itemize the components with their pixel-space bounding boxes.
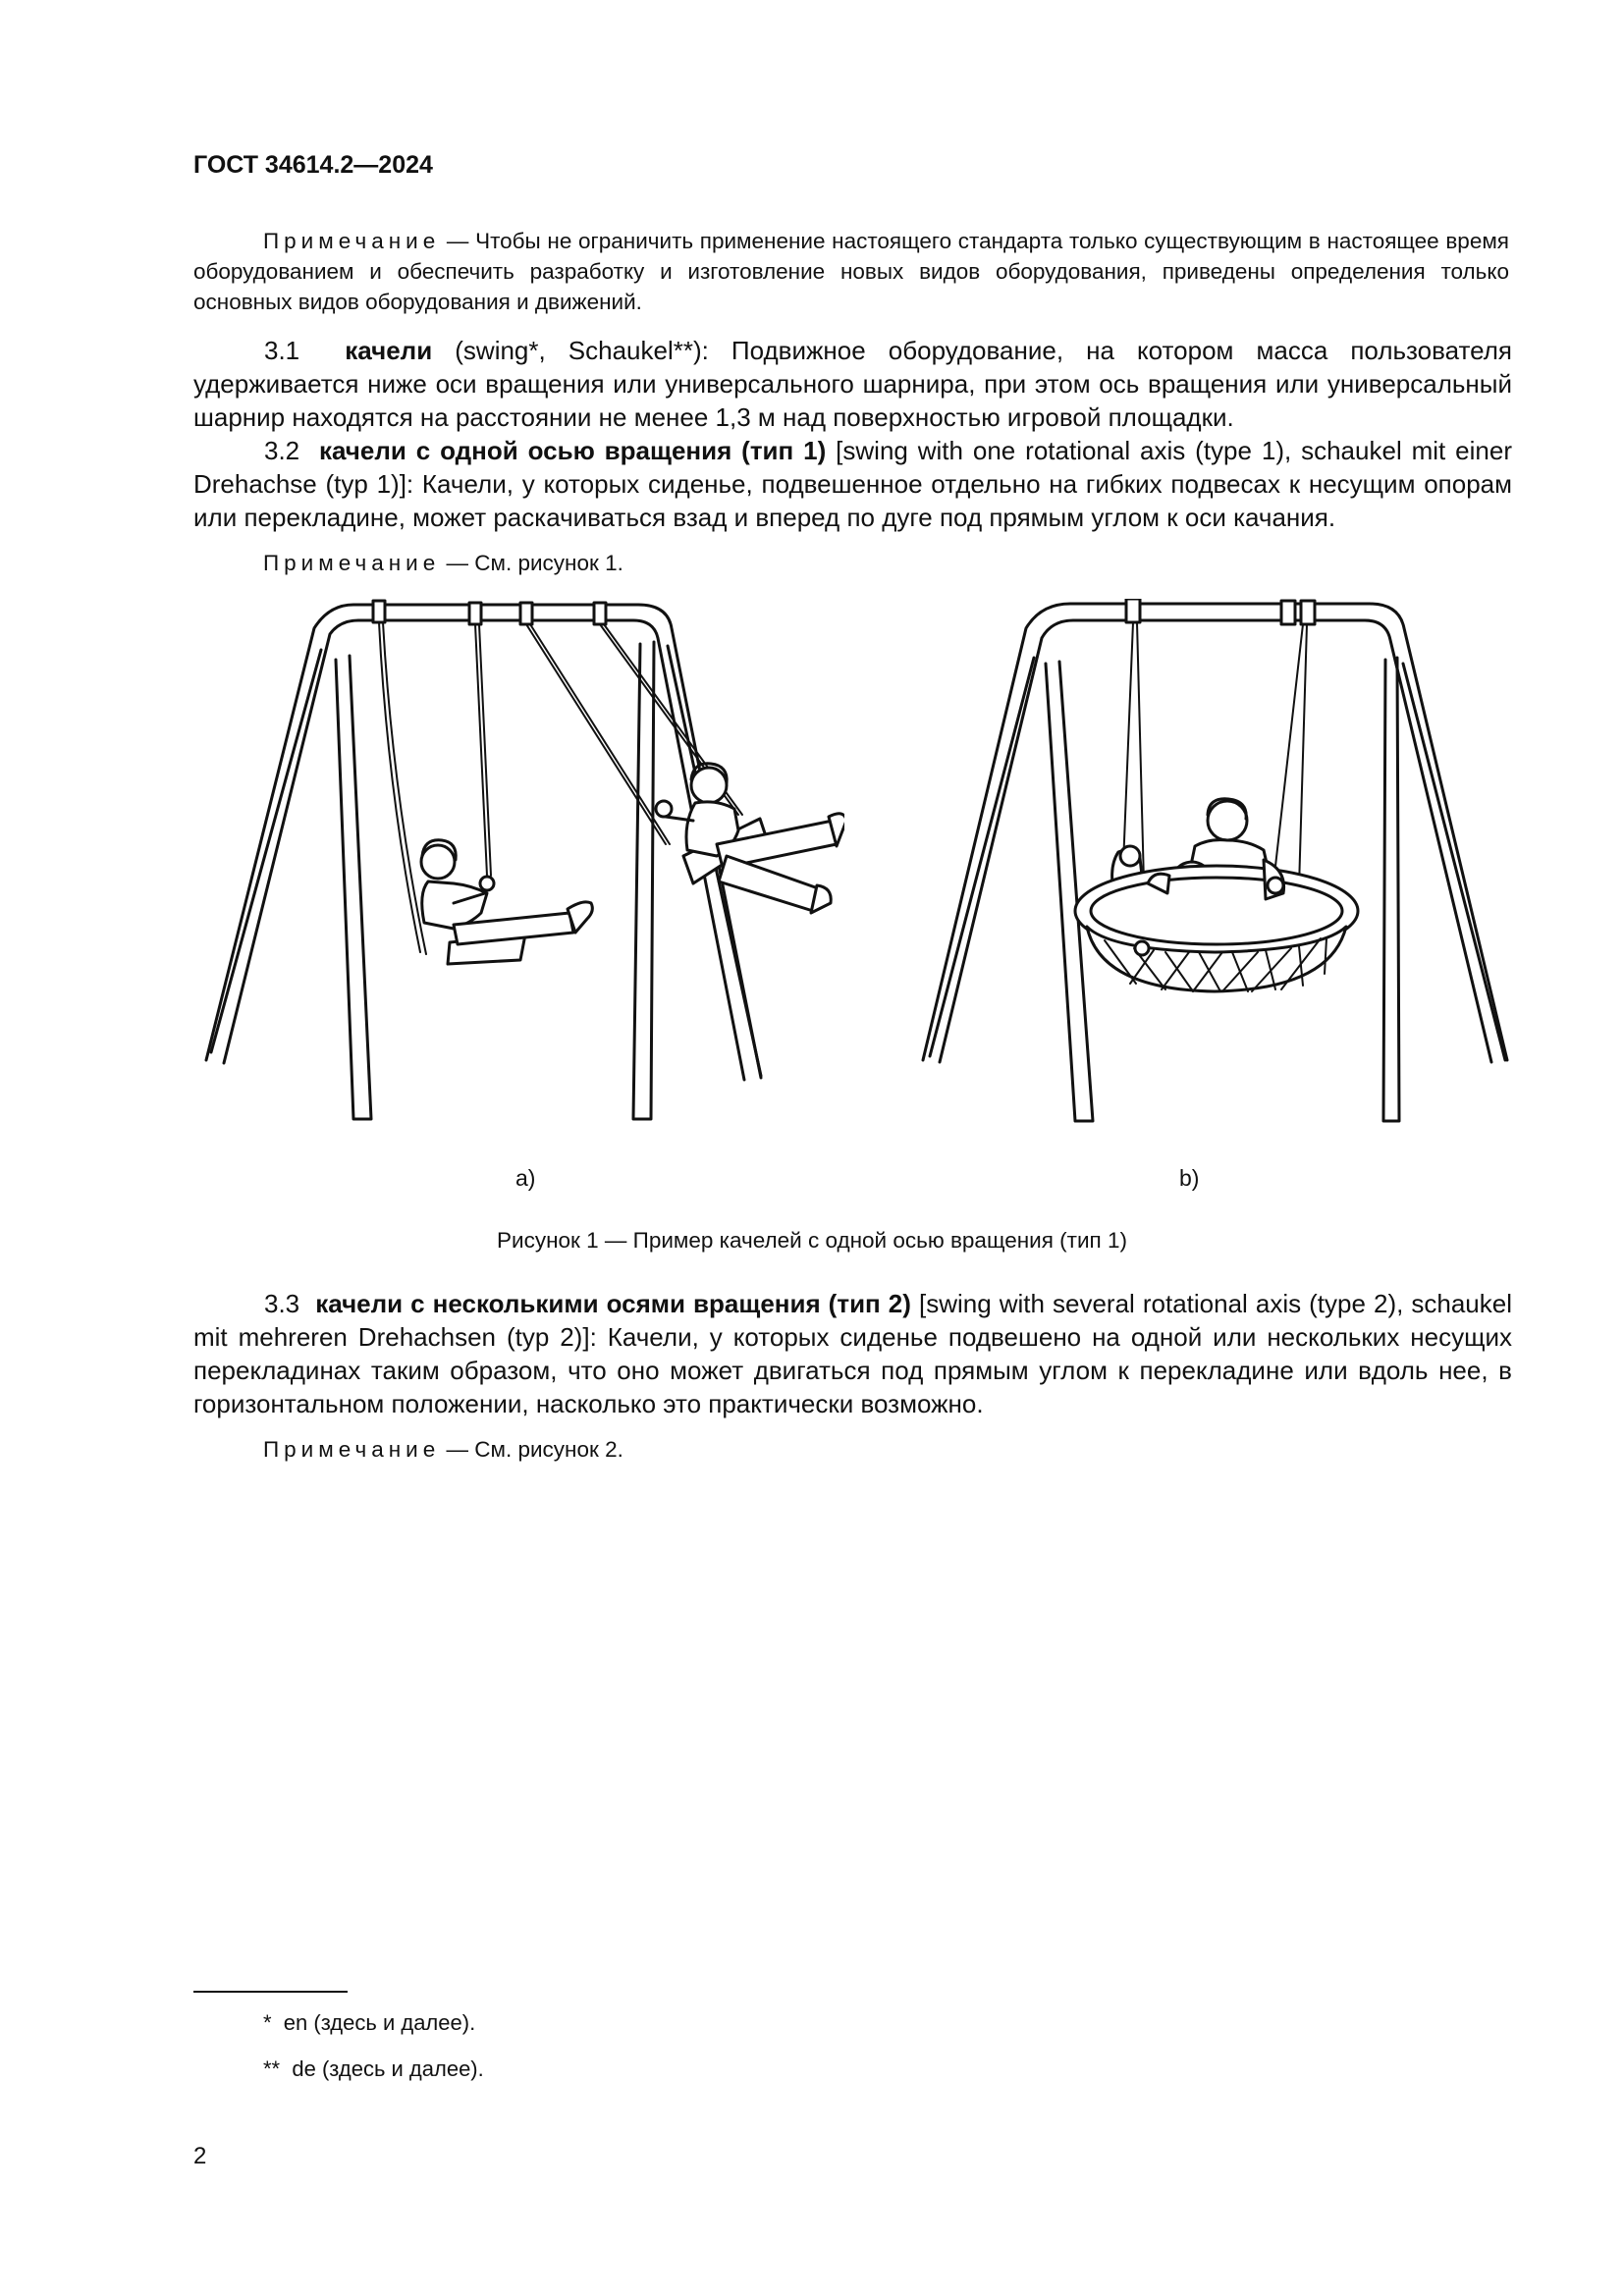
clause-number: 3.2 (264, 436, 300, 465)
clause-term: качели с одной осью вращения (тип 1) (318, 436, 827, 465)
footnote-text: de (здесь и далее). (292, 2056, 484, 2081)
clause-3-1 (193, 334, 1512, 434)
note-text: — Чтобы не ограничить применение настоящего стандарта только существующим в настоящее время оборудованием и обеспечить разработку и изготовление новых видов оборудования, приведены определения только основных видов оборудования и движений. (193, 229, 1509, 314)
note-see-figure-2 (263, 1437, 623, 1463)
clause-text: (swing*, Schaukel**): Подвижное оборудование, на котором масса пользователя удерживается ниже оси вращения или универсального шарнира, при этом ось вращения или универсальный шарнир находятся на расстоянии не менее 1,3 м над поверхностью игровой площадки. (193, 336, 1512, 432)
figure-1b-label: b) (1179, 1165, 1200, 1191)
clause-number: 3.3 (264, 1289, 300, 1318)
footnote-de (263, 2056, 484, 2082)
note-text: — См. рисунок 2. (440, 1437, 623, 1462)
clause-term: качели с несколькими осями вращения (тип 2) (315, 1289, 911, 1318)
clause-term: качели (345, 336, 433, 365)
clause-3-2 (193, 434, 1512, 534)
clause-text: [swing with one rotational axis (type 1), schaukel mit einer Drehachse (typ 1)]: Качели, у которых сиденье, подвешенное отдельно на гибких подвесах к несущим опорам или перекладине, может раскачиваться взад и вперед по дуге под прямым углом к оси качания. (193, 436, 1512, 532)
note-label: Примечание (263, 551, 441, 575)
clause-number: 3.1 (264, 336, 300, 365)
figure-1b-nest-swing-illustration (908, 599, 1522, 1139)
footnote-mark: ** (263, 2056, 281, 2081)
note-label: Примечание (263, 1437, 441, 1462)
figure-1a-label: a) (515, 1165, 536, 1191)
footnote-mark: * (263, 2010, 272, 2035)
note-see-figure-1 (263, 551, 623, 576)
document-header: ГОСТ 34614.2—2024 (193, 151, 433, 179)
clause-3-3 (193, 1287, 1512, 1420)
note-general (193, 226, 1509, 317)
footnote-text: en (здесь и далее). (283, 2010, 476, 2035)
page-number: 2 (193, 2143, 207, 2169)
note-label: Примечание (263, 229, 441, 253)
clause-text: [swing with several rotational axis (type 2), schaukel mit mehreren Drehachsen (typ 2)]: Качели, у которых сиденье подвешено на одной или нескольких несущих перекладинах таким образом, что оно может двигаться под прямым углом к перекладине или вдоль нее, в горизонтальном положении, насколько это практически возможно. (193, 1289, 1512, 1418)
footnote-separator (193, 1991, 348, 1993)
figure-1-caption: Рисунок 1 — Пример качелей с одной осью вращения (тип 1) (497, 1228, 1127, 1253)
figure-1a-swing-illustration (196, 599, 844, 1139)
note-text: — См. рисунок 1. (440, 551, 623, 575)
footnote-en (263, 2010, 475, 2036)
